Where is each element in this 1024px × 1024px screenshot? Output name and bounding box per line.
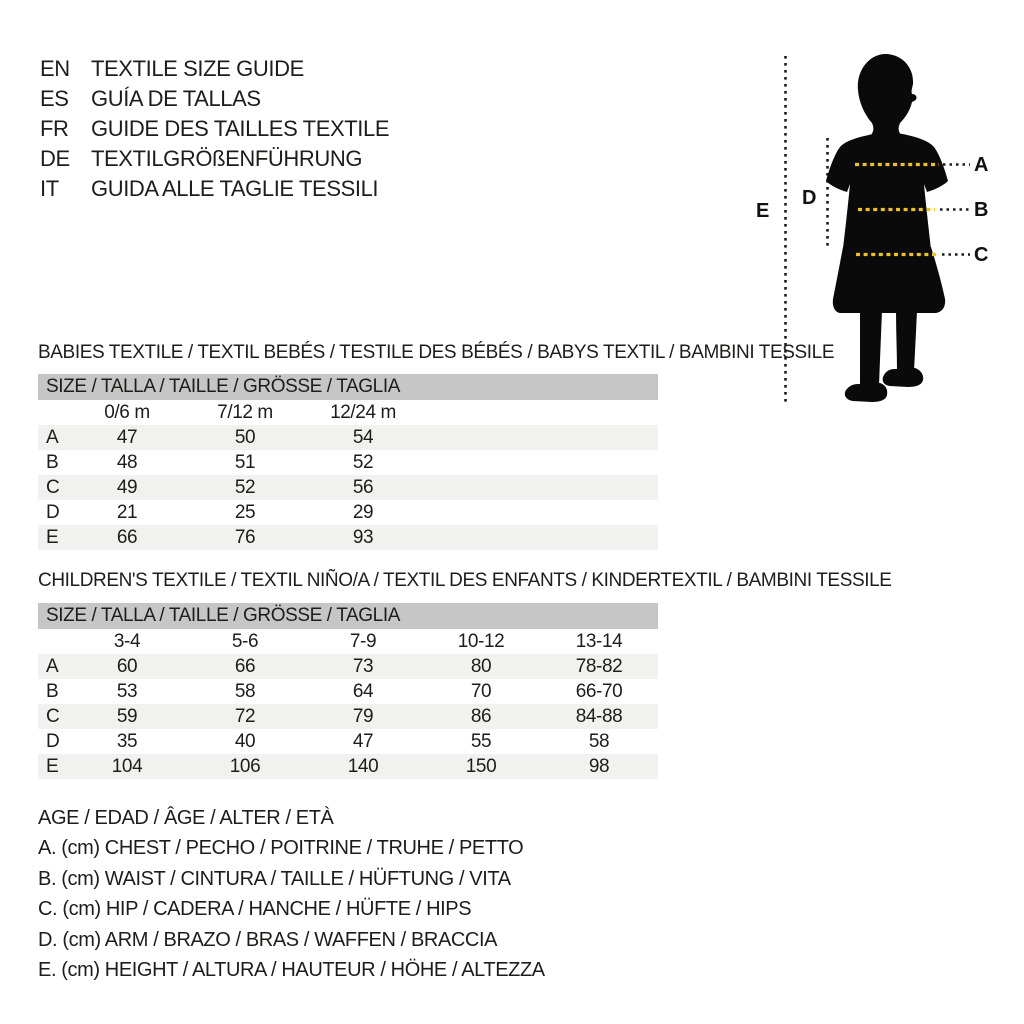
size-header: SIZE / TALLA / TAILLE / GRÖSSE / TAGLIA: [38, 374, 658, 400]
legend-item-waist: B. (cm) WAIST / CINTURA / TAILLE / HÜFTUNG / VITA: [38, 867, 511, 890]
table-row: [38, 475, 658, 500]
language-title-list: [40, 54, 389, 204]
silhouette-right-shoe: [883, 368, 924, 387]
cell: 66-70: [575, 681, 623, 702]
legend-item-chest: A. (cm) CHEST / PECHO / POITRINE / TRUHE / PETTO: [38, 837, 524, 860]
label-b: B: [974, 199, 989, 221]
measurement-figure: [740, 40, 1024, 420]
child-silhouette-diagram: [740, 40, 1024, 420]
row-label: A: [46, 656, 59, 677]
silhouette-right-leg: [896, 311, 917, 371]
language-title: GUÍA DE TALLAS: [91, 86, 261, 111]
table-row: [38, 425, 658, 450]
legend-item-arm: D. (cm) ARM / BRAZO / BRAS / WAFFEN / BRACCIA: [38, 928, 498, 951]
cell: 104: [111, 756, 143, 777]
column-header: 7-9: [349, 631, 377, 652]
row-label: E: [46, 527, 59, 548]
table-row: [38, 729, 658, 754]
table-row: [38, 704, 658, 729]
label-e: E: [756, 200, 769, 222]
cell: 47: [352, 731, 374, 752]
language-code: EN: [40, 56, 70, 81]
measurement-legend: [38, 803, 545, 985]
cell: 47: [116, 427, 138, 448]
label-a: A: [974, 154, 989, 176]
cell: 49: [116, 477, 138, 498]
column-header: 12/24 m: [330, 402, 396, 423]
cell: 150: [465, 756, 497, 777]
language-title: GUIDA ALLE TAGLIE TESSILI: [91, 176, 379, 201]
column-header: 5-6: [231, 631, 259, 652]
column-header: 13-14: [575, 631, 623, 652]
cell: 60: [116, 656, 138, 677]
legend-item-hip: C. (cm) HIP / CADERA / HANCHE / HÜFTE / HIPS: [38, 898, 472, 921]
silhouette-shorts: [833, 247, 945, 313]
silhouette-shirt: [826, 133, 948, 249]
cell: 54: [352, 427, 374, 448]
language-title: TEXTILGRÖßENFÜHRUNG: [91, 146, 363, 171]
cell: 106: [229, 756, 261, 777]
cell: 40: [234, 731, 256, 752]
column-header: 7/12 m: [217, 402, 273, 423]
babies-section-title: BABIES TEXTILE / TEXTIL BEBÉS / TESTILE DES BÉBÉS / BABYS TEXTIL / BAMBINI TESSILE: [38, 342, 835, 363]
cell: 50: [234, 427, 256, 448]
row-label: E: [46, 756, 59, 777]
cell: 21: [116, 502, 138, 523]
language-row-es: [40, 84, 389, 114]
table-row: [38, 500, 658, 525]
column-header: 3-4: [113, 631, 141, 652]
table-row: [38, 450, 658, 475]
cell: 55: [470, 731, 492, 752]
cell: 72: [234, 706, 256, 727]
cell: 76: [234, 527, 256, 548]
cell: 140: [347, 756, 379, 777]
cell: 51: [234, 452, 256, 473]
children-section-title: CHILDREN'S TEXTILE / TEXTIL NIÑO/A / TEXTIL DES ENFANTS / KINDERTEXTIL / BAMBINI TESSILE: [38, 570, 892, 591]
language-code: FR: [40, 116, 69, 141]
silhouette-left-shoe: [845, 383, 887, 402]
legend-age-line: AGE / EDAD / ÂGE / ALTER / ETÀ: [38, 807, 334, 829]
size-header: SIZE / TALLA / TAILLE / GRÖSSE / TAGLIA: [38, 603, 658, 629]
cell: 52: [234, 477, 256, 498]
label-d: D: [802, 187, 817, 209]
cell: 66: [234, 656, 256, 677]
row-label: D: [46, 502, 60, 523]
legend-item-height: E. (cm) HEIGHT / ALTURA / HAUTEUR / HÖHE / ALTEZZA: [38, 959, 545, 982]
babies-size-table: [38, 374, 658, 550]
corner-cell: [38, 629, 68, 654]
cell: 35: [116, 731, 138, 752]
table-row: [38, 525, 658, 550]
cell: 84-88: [575, 706, 623, 727]
language-code: DE: [40, 146, 70, 171]
cell: 98: [588, 756, 610, 777]
column-header-row: [38, 629, 658, 654]
child-silhouette: [826, 54, 948, 402]
corner-cell: [38, 400, 68, 425]
children-size-table: [38, 603, 658, 779]
row-label: C: [46, 706, 60, 727]
cell: 53: [116, 681, 138, 702]
cell: 79: [352, 706, 374, 727]
cell: 58: [234, 681, 256, 702]
cell: 48: [116, 452, 138, 473]
table-row: [38, 679, 658, 704]
language-code: ES: [40, 86, 69, 111]
cell: 78-82: [575, 656, 623, 677]
cell: 70: [470, 681, 492, 702]
cell: 58: [588, 731, 610, 752]
row-label: A: [46, 427, 59, 448]
silhouette-head: [858, 54, 917, 135]
language-title: GUIDE DES TAILLES TEXTILE: [91, 116, 390, 141]
cell: 73: [352, 656, 374, 677]
cell: 52: [352, 452, 374, 473]
cell: 25: [234, 502, 256, 523]
language-row-it: [40, 174, 389, 204]
language-row-de: [40, 144, 389, 174]
cell: 56: [352, 477, 374, 498]
table-row: [38, 654, 658, 679]
cell: 80: [470, 656, 492, 677]
cell: 29: [352, 502, 374, 523]
cell: 64: [352, 681, 374, 702]
row-label: D: [46, 731, 60, 752]
cell: 66: [116, 527, 138, 548]
cell: 93: [352, 527, 374, 548]
row-label: B: [46, 681, 59, 702]
cell: 86: [470, 706, 492, 727]
column-header: 10-12: [457, 631, 505, 652]
language-row-fr: [40, 114, 389, 144]
column-header-row: [38, 400, 658, 425]
language-title: TEXTILE SIZE GUIDE: [91, 56, 304, 81]
language-code: IT: [40, 176, 59, 201]
language-row-en: [40, 54, 389, 84]
row-label: B: [46, 452, 59, 473]
silhouette-left-leg: [860, 311, 882, 386]
column-header: 0/6 m: [104, 402, 150, 423]
cell: 59: [116, 706, 138, 727]
table-row: [38, 754, 658, 779]
row-label: C: [46, 477, 60, 498]
label-c: C: [974, 244, 989, 266]
